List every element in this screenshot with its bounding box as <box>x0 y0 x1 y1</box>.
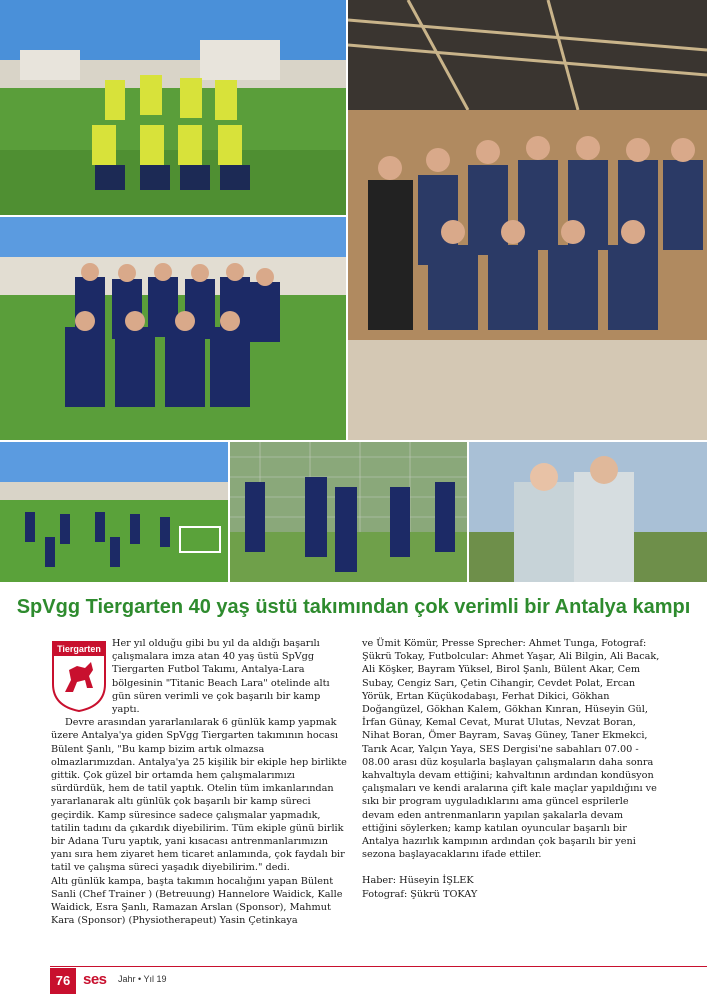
news-credit: Haber: Hüseyin İŞLEK <box>362 875 474 887</box>
article-paragraph: Her yıl olduğu gibi bu yıl da aldığı başarılı çalışmalara imza atan 40 yaş üstü SpVgg Tiergarten Futbol Takımı, Antalya-Lara bölgesinin "Titanic Beach Lara" otelinde altı gün süren verimli ve çok başarılı bir kamp yaptı. <box>112 638 330 716</box>
article-headline: SpVgg Tiergarten 40 yaş üstü takımından çok verimli bir Antalya kampı <box>16 596 691 618</box>
article-paragraph: ve Ümit Kömür, Presse Sprecher: Ahmet Tunga, Fotograf: Şükrü Tokay, Futbolcular: Ahmet Yaşar, Ali Bilgin, Ali Bacak, Ali Köşker, Bayram Yüksel, Birol Şanlı, Bülent Akar, Cem Subay, Cengiz Sarı, Çetin Cihangir, Cevdet Polat, Ercan Yörük, Ertan Küçükodabaşı, Ferhat Dikici, Gökhan Doğangüzel, Gökhan Kalem, Gökhan Kınran, Hüseyin Gül, İrfan Günay, Kemal Cevat, Murat Ulutas, Nevzat Boran, Nihat Boran, Ömer Bayram, Savaş Güney, Taner Ekmekci, Tarık Acar, Yalçın Yaya, SES Dergisi'ne sabahları 07.00 - 08.00 arası düz koşularla başlayan çalışmaların daha sonra kahvaltıyla devam ettiğini; kahvaltının ardından kondüsyon çalışmaları ve kendi aralarına çift kale maçlar yapıldığını ve sıkı bir program uyguladıklarını ama güncel esprilerle devam eden antrenmanların yapılan şakalarla devam ettiğini söylerken; kamp katılan oyuncular başarılı bir Antalya hazırlık kampının ardından çok başarılı bir yeni sezona başlayacaklarını ifade ettiler. <box>362 638 660 861</box>
club-logo <box>51 640 107 712</box>
svg-text:Tiergarten: Tiergarten <box>57 644 101 654</box>
issue-label: Jahr • Yıl 19 <box>118 974 167 984</box>
footer-divider <box>50 966 707 967</box>
people-photo-icon <box>469 442 707 582</box>
team-photo-1 <box>0 0 346 215</box>
magazine-logo: ses <box>83 971 107 988</box>
training-photo-2 <box>230 442 467 582</box>
airport-photo <box>348 0 707 440</box>
training-photo-icon <box>0 442 228 582</box>
photo-credit: Fotograf: Şükrü TOKAY <box>362 888 478 900</box>
team-photo-icon <box>348 0 707 440</box>
article-column-2 <box>362 637 660 901</box>
article-column-1 <box>51 637 350 927</box>
article-paragraph: Altı günlük kampa, başta takımın hocalığını yapan Bülent Sanli (Chef Trainer ) (Betreuung) Hannelore Waidick, Kalle Waidick, Esra Şanlı, Ramazan Arslan (Sponsor), Mahmut Kara (Sponsor) (Physiotherapeut) Yasin Çetinkaya <box>51 875 343 927</box>
team-photo-icon <box>0 217 346 440</box>
team-photo-icon <box>0 0 346 215</box>
training-photo-1 <box>0 442 228 582</box>
club-crest-icon <box>51 640 107 712</box>
training-photo-icon <box>230 442 467 582</box>
fans-photo <box>469 442 707 582</box>
page-number: 76 <box>50 968 76 994</box>
team-photo-2 <box>0 217 346 440</box>
article-paragraph: Devre arasından yararlanılarak 6 günlük kamp yapmak üzere Antalya'ya giden SpVgg Tiergarten takımının hocası Bülent Şanlı, "Bu kamp bizim artık olmazsa olmazlarımızdan. Antalya'ya 25 kişilik bir ekiple hep birlikte gittik. Çok güzel bir ortamda hem çalışmalarımızı sürdürdük, hem de tatil yaptık. Otelin tüm imkanlarından yararlanarak altı günlük çok başarılı bir kamp süreci geçirdik. Kamp süresince sadece çalışmalar yapmadık, tatilin tadını da çıkardık diyebilirim. Tüm ekiple günü birlik bir Adana Turu yaptık, yani kısacası antrenmanlarımızın yanı sıra hem ziyaret hem ticaret anlamında, çok faydalı bir tatil ve çalışma süreci yaşadık diyebilirim." dedi. <box>51 717 347 874</box>
